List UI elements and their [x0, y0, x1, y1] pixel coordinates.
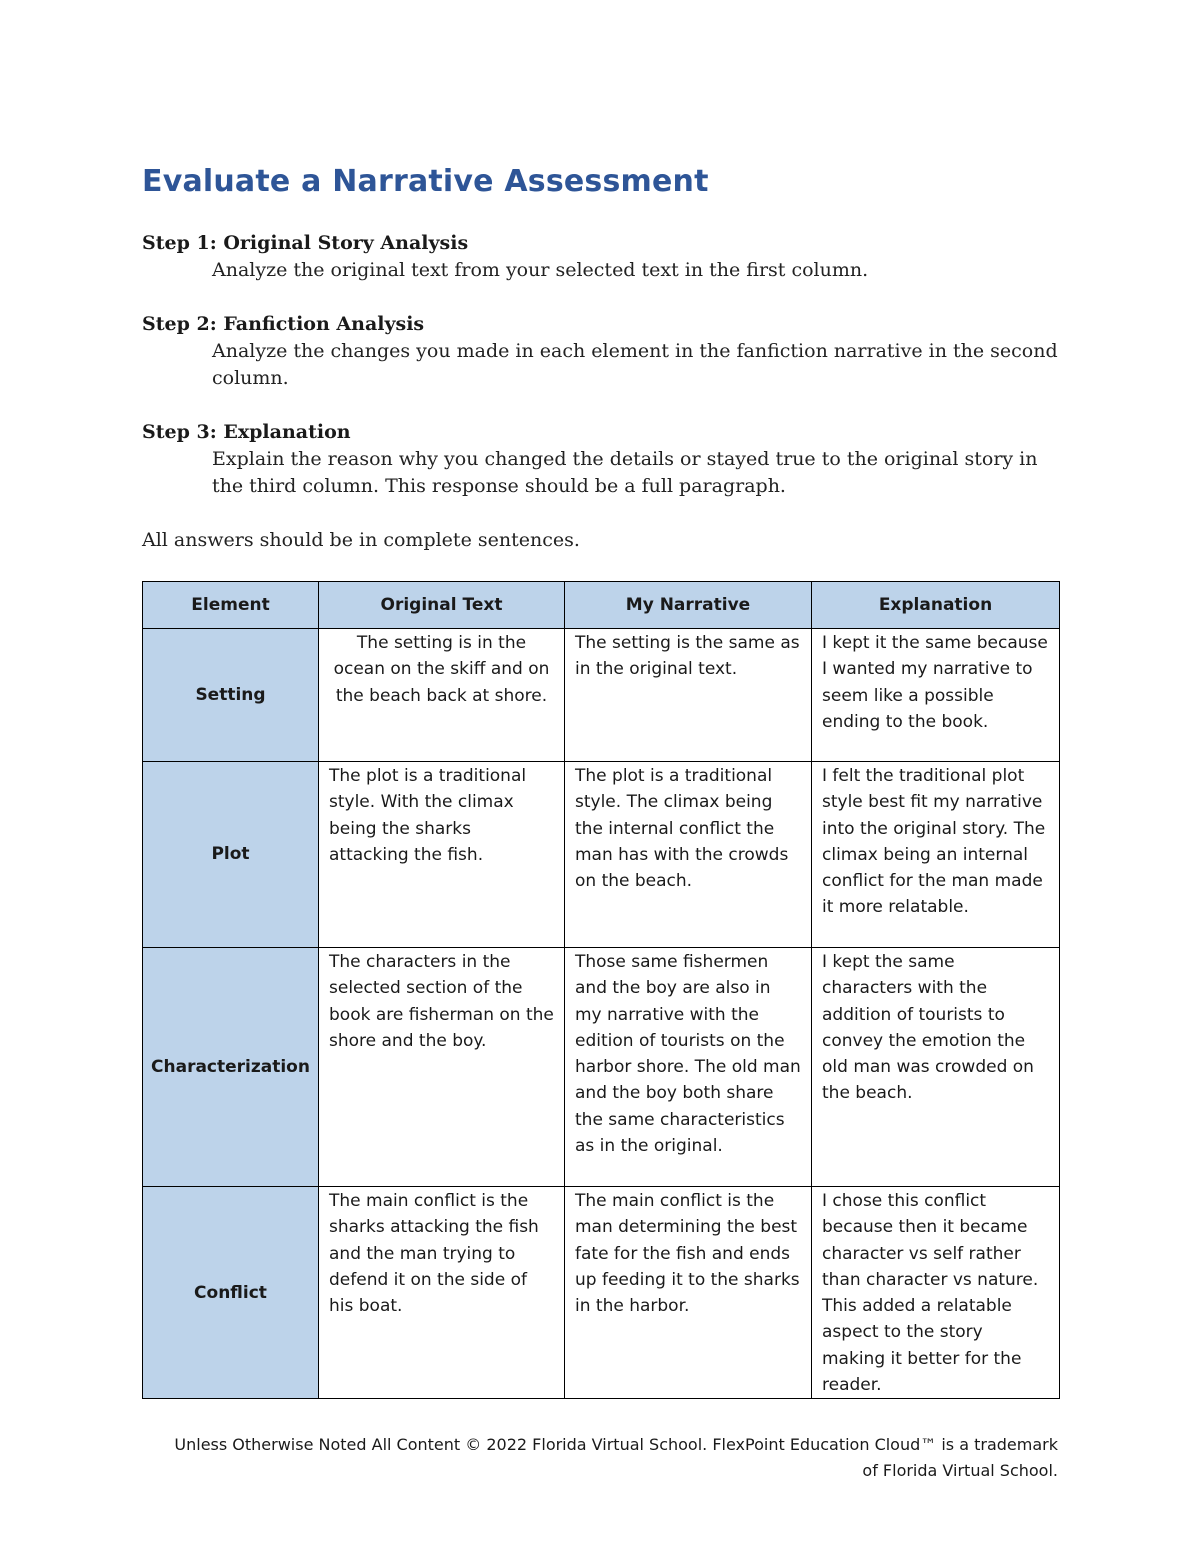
narrative-cell: The plot is a traditional style. The climax being the internal conflict the man has with the crowds on the beach.: [565, 762, 812, 948]
row-label: Setting: [143, 629, 319, 762]
row-label: Characterization: [143, 948, 319, 1187]
column-header-my-narrative: My Narrative: [565, 582, 812, 629]
step-heading: Step 2: Fanfiction Analysis: [142, 313, 425, 335]
narrative-cell: The main conflict is the man determining the best fate for the fish and ends up feeding it to the sharks in the harbor.: [565, 1187, 812, 1399]
row-label: Conflict: [143, 1187, 319, 1399]
step-2: [142, 311, 1062, 392]
explanation-cell: I chose this conflict because then it became character vs self rather than character vs nature. This added a relatable aspect to the story making it better for the reader.: [812, 1187, 1060, 1399]
step-1: [142, 230, 1062, 284]
step-description: Analyze the original text from your selected text in the first column.: [212, 259, 869, 281]
original-text-cell: The plot is a traditional style. With the climax being the sharks attacking the fish.: [319, 762, 565, 948]
original-text-cell: The main conflict is the sharks attacking the fish and the man trying to defend it on the side of his boat.: [319, 1187, 565, 1399]
analysis-table: [142, 581, 1060, 1399]
instructions: [142, 230, 1062, 554]
row-label: Plot: [143, 762, 319, 948]
column-header-element: Element: [143, 582, 319, 629]
step-description: Analyze the changes you made in each element in the fanfiction narrative in the second column.: [212, 340, 1058, 389]
original-text-cell: The setting is in the ocean on the skiff and on the beach back at shore.: [319, 629, 565, 762]
original-text-cell: The characters in the selected section of the book are fisherman on the shore and the boy.: [319, 948, 565, 1187]
step-heading: Step 3: Explanation: [142, 421, 351, 443]
table-row-plot: [143, 762, 1060, 948]
table-row-characterization: [143, 948, 1060, 1187]
explanation-cell: I felt the traditional plot style best fit my narrative into the original story. The climax being an internal conflict for the man made it more relatable.: [812, 762, 1060, 948]
step-3: [142, 419, 1062, 500]
instruction-note: All answers should be in complete sentences.: [142, 529, 580, 551]
narrative-cell: Those same fishermen and the boy are also in my narrative with the edition of tourists on the harbor shore. The old man and the boy both share the same characteristics as in the original.: [565, 948, 812, 1187]
explanation-cell: I kept the same characters with the addition of tourists to convey the emotion the old man was crowded on the beach.: [812, 948, 1060, 1187]
copyright-footer: Unless Otherwise Noted All Content © 2022 Florida Virtual School. FlexPoint Education Cloud™ is a trademark of Florida Virtual School.: [174, 1435, 1058, 1480]
step-heading: Step 1: Original Story Analysis: [142, 232, 469, 254]
table-row-conflict: [143, 1187, 1060, 1399]
table-header-row: [143, 582, 1060, 629]
page-title: Evaluate a Narrative Assessment: [142, 164, 709, 199]
narrative-cell: The setting is the same as in the original text.: [565, 629, 812, 762]
column-header-explanation: Explanation: [812, 582, 1060, 629]
table-row-setting: [143, 629, 1060, 762]
step-description: Explain the reason why you changed the details or stayed true to the original story in the third column. This response should be a full paragraph.: [212, 448, 1038, 497]
explanation-cell: I kept it the same because I wanted my narrative to seem like a possible ending to the book.: [812, 629, 1060, 762]
column-header-original-text: Original Text: [319, 582, 565, 629]
